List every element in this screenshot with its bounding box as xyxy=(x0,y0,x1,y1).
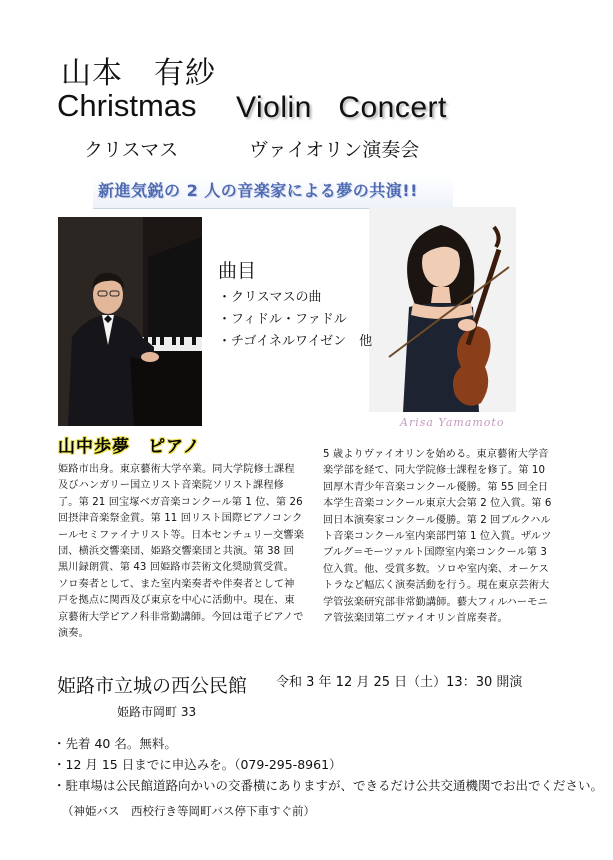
program-item: ・フィドル・ファドル xyxy=(218,312,347,327)
note-item: ・先着 40 名。無料。 xyxy=(53,736,177,751)
venue-address: 姫路市岡町 33 xyxy=(117,705,197,719)
violinist-signature: Arisa Yamamoto xyxy=(400,416,505,429)
performer-name: 山本 有紗 xyxy=(61,56,216,91)
event-datetime: 令和 3 年 12 月 25 日（土）13：30 開演 xyxy=(276,675,523,690)
pianist-name: 山中歩夢 ピアノ xyxy=(58,437,201,457)
program-item: ・クリスマスの曲 xyxy=(218,290,322,305)
subtitle-christmas-kana: クリスマス xyxy=(84,139,179,161)
violinist-photo xyxy=(369,207,516,412)
program-heading: 曲目 xyxy=(218,260,257,282)
program-list xyxy=(218,287,372,353)
catchphrase: 新進気鋭の 2 人の音楽家による夢の共演!! xyxy=(98,181,418,200)
note-item: ・12 月 15 日までに申込みを。（079-295-8961） xyxy=(53,757,342,772)
bus-access-note: （神姫バス 西校行き等岡町バス停下車すぐ前） xyxy=(62,804,315,818)
violinist-bio: 5 歳よりヴァイオリンを始める。東京藝術大学音楽学部を経て、同大学院修士課程を修了。第 10 回厚木青少年音楽コンクール優勝。第 55 回全日本学生音楽コンクール東京大会第 2 位入賞。第 6 回日本演奏家コンクール優勝。第 2 回ブルクハルト音楽コンクール室内楽部門第 1 位入賞。ザルツブルグ＝モーツァルト国際室内楽コンクール第 3 位入賞。他、受賞多数。ソロや室内楽、オーケストラなど幅広く演奏活動を行う。現在東京芸術大学管弦楽研究部非常勤講師。藝大フィルハーモニア管弦楽団第二ヴァイオリン首席奏者。 xyxy=(323,449,552,625)
violinist-illustration xyxy=(369,207,516,412)
program-item: ・チゴイネルワイゼン 他 xyxy=(218,334,373,349)
title-christmas: Christmas xyxy=(57,88,197,123)
note-item: ・駐車場は公民館道路向かいの交番横にありますが、できるだけ公共交通機関でお出でください。 xyxy=(53,778,604,793)
title-violin-concert: Violin Concert xyxy=(236,91,447,124)
subtitle-violin-concert-kana: ヴァイオリン演奏会 xyxy=(249,139,420,161)
pianist-bio: 姫路市出身。東京藝術大学卒業。同大学院修士課程及びハンガリー国立リスト音楽院ソリスト課程修了。第 21 回宝塚ベガ音楽コンクール第 1 位、第 26 回摂津音楽祭金賞。第 11 回リスト国際ピアノコンクールセミファイナリスト等。日本センチュリー交響楽団、横浜交響楽団、姫路交響楽団と共演。第 38 回黒川録朗賞、第 43 回姫路市芸術文化奨励賞受賞。ソロ奏者として、また室内楽奏者や伴奏者として神戸を拠点に関西及び東京を中心に活動中。現在、東京藝術大学ピアノ科非常勤講師。今回は電子ピアノで演奏。 xyxy=(58,464,304,640)
pianist-illustration xyxy=(58,217,202,426)
venue-name: 姫路市立城の西公民館 xyxy=(57,675,248,697)
notes-list xyxy=(53,733,603,796)
pianist-photo xyxy=(58,217,202,426)
